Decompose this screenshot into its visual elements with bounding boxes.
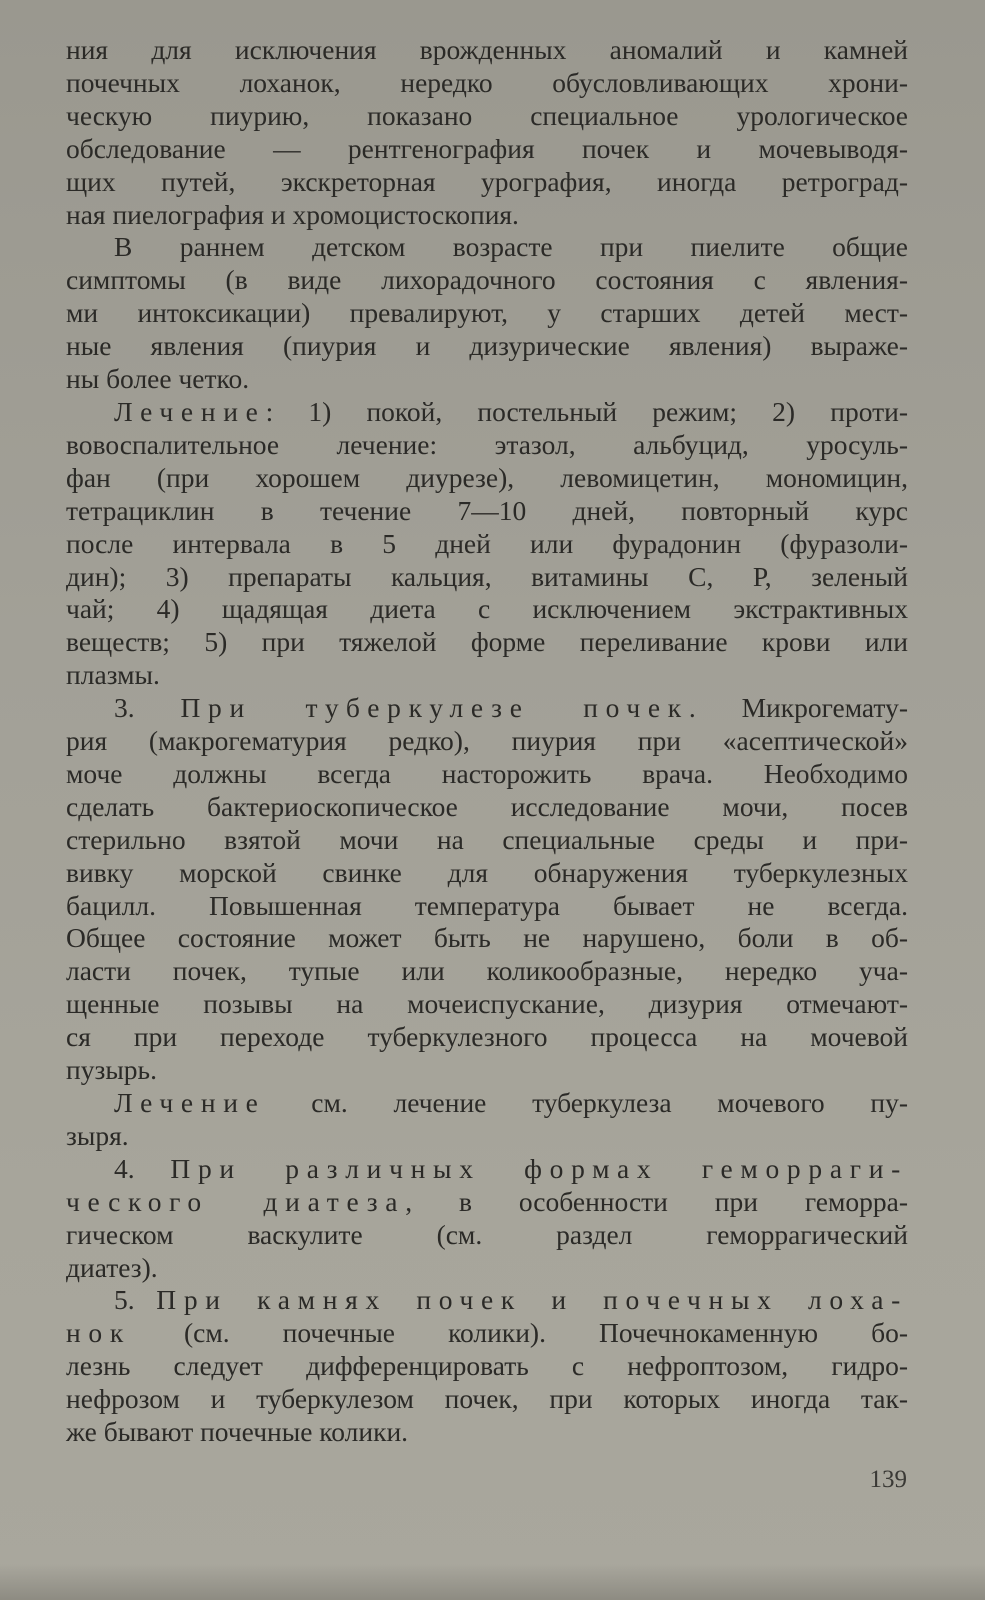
text-line: [66, 1186, 908, 1219]
text-line: обследование — рентгенография почек и мочевыводя-: [66, 132, 908, 164]
section-heading: нок: [66, 1317, 131, 1349]
page-number: 139: [869, 1466, 907, 1493]
text-line: зыря.: [66, 1119, 129, 1151]
text-line: чай; 4) щадящая диета с исключением экстрактивных: [66, 593, 908, 625]
text-line: диатез).: [66, 1251, 158, 1283]
text-line: веществ; 5) при тяжелой форме переливание крови или: [66, 626, 908, 658]
text-line: стерильно взятой мочи на специальные среды и при-: [66, 823, 908, 855]
text-line: ная пиелография и хромоцистоскопия.: [66, 198, 519, 230]
text-line: ся при переходе туберкулезного процесса на мочевой: [66, 1021, 908, 1053]
text-line: [66, 1087, 908, 1120]
text-line: почечных лоханок, нередко обусловливающих хрони-: [66, 66, 908, 98]
line-text: : 1) покой, постельный режим; 2) проти-: [265, 395, 908, 427]
text-line: щенные позывы на мочеиспускание, дизурия отмечают-: [66, 988, 908, 1020]
text-line: гическом васкулите (см. раздел геморрагический: [66, 1218, 908, 1250]
text-line: симптомы (в виде лихорадочного состояния с явления-: [66, 264, 908, 296]
text-line: лезнь следует дифференцировать с нефроптозом, гидро-: [66, 1350, 908, 1382]
text-line: [66, 1284, 908, 1317]
section-heading: При камнях почек и почечных лоха-: [156, 1284, 909, 1316]
line-text: , в особенности при геморра-: [405, 1185, 908, 1217]
text-line: В раннем детском возрасте при пиелите общие: [114, 231, 908, 263]
section-heading: Лечение: [114, 1087, 266, 1118]
section-heading: При различных формах геморраги-: [170, 1152, 908, 1184]
text-line: бацилл. Повышенная температура бывает не всегда.: [66, 889, 908, 921]
text-line: рия (макрогематурия редко), пиурия при «асептической»: [66, 725, 908, 757]
text-line: вивку морской свинке для обнаружения туберкулезных: [66, 856, 908, 888]
item-number: 5.: [114, 1284, 157, 1316]
text-line: щих путей, экскреторная урография, иногда ретроград-: [66, 165, 908, 197]
text-line: ласти почек, тупые или коликообразные, нередко уча-: [66, 955, 908, 987]
section-heading: Лечение: [114, 395, 266, 427]
text-line: ны более четко.: [66, 363, 250, 395]
text-line: вовоспалительное лечение: этазол, альбуцид, уросуль-: [66, 428, 908, 460]
item-number: 3.: [114, 692, 181, 724]
text-line: дин); 3) препараты кальция, витамины С, Р, зеленый: [66, 560, 908, 592]
text-line: фан (при хорошем диурезе), левомицетин, мономицин,: [66, 461, 908, 493]
text-line: моче должны всегда насторожить врача. Необходимо: [66, 757, 908, 789]
text-line: сделать бактериоскопическое исследование мочи, посев: [66, 790, 908, 822]
text-line: [66, 1317, 908, 1350]
text-line: [66, 1153, 908, 1186]
line-text: см. лечение туберкулеза мочевого пу-: [265, 1087, 908, 1118]
text-line: ния для исключения врожденных аномалий и камней: [66, 34, 908, 65]
text-line: нефрозом и туберкулезом почек, при которых иногда так-: [66, 1383, 908, 1415]
section-heading: При туберкулезе почек: [180, 692, 689, 724]
text-line: [66, 692, 908, 725]
page-text: [66, 34, 908, 1449]
text-line: пузырь.: [66, 1054, 157, 1086]
text-line: [66, 396, 908, 429]
line-text: . Микрогемату-: [688, 692, 908, 724]
item-number: 4.: [114, 1152, 171, 1184]
text-line: ческую пиурию, показано специальное урологическое: [66, 99, 908, 131]
text-line: Общее состояние может быть не нарушено, боли в об-: [66, 922, 908, 954]
text-line: ми интоксикации) превалируют, у старших детей мест-: [66, 297, 908, 329]
section-heading: ческого диатеза: [66, 1185, 406, 1217]
text-line: плазмы.: [66, 659, 160, 691]
text-line: тетрациклин в течение 7—10 дней, повторный курс: [66, 494, 908, 526]
text-line: ные явления (пиурия и дизурические явления) выраже-: [66, 330, 908, 362]
text-line: же бывают почечные колики.: [66, 1416, 409, 1448]
text-line: после интервала в 5 дней или фурадонин (фуразоли-: [66, 527, 908, 559]
line-text: (см. почечные колики). Почечнокаменную бо-: [130, 1317, 908, 1349]
